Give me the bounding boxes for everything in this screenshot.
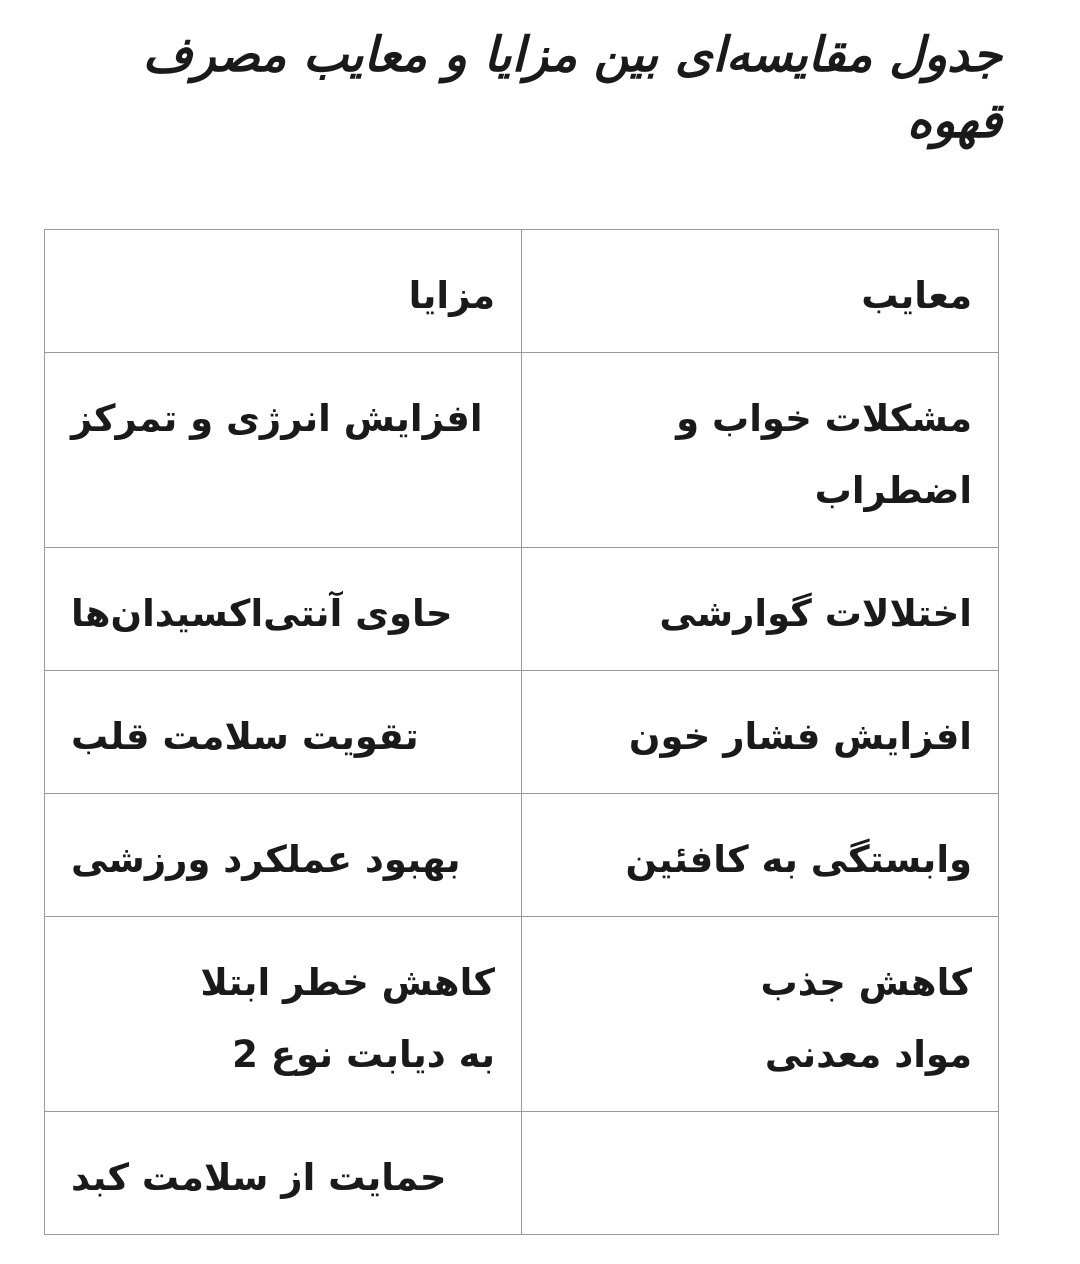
table-row: [45, 353, 999, 548]
table-row: [45, 671, 999, 794]
disadvantage-text: وابستگی به کافئین: [625, 838, 972, 881]
header-advantages-label: مزایا: [408, 274, 495, 317]
table-header-row: [45, 230, 999, 353]
advantage-text: افزایش انرژی و تمرکز: [71, 397, 483, 440]
table-row: [45, 917, 999, 1112]
advantage-text: حمایت از سلامت کبد: [71, 1156, 447, 1199]
table-row: [45, 548, 999, 671]
disadvantage-text: اختلالات گوارشی: [659, 592, 972, 635]
disadvantage-cell: [522, 1112, 999, 1235]
advantage-text: بهبود عملکرد ورزشی: [71, 838, 461, 881]
comparison-table-container: [44, 229, 999, 1235]
header-disadvantages-label: معایب: [861, 274, 972, 317]
disadvantage-cell: [522, 548, 999, 671]
disadvantage-cell: [522, 917, 999, 1112]
advantage-cell: [45, 1112, 522, 1235]
comparison-table: [44, 229, 999, 1235]
header-advantages: [45, 230, 522, 353]
table-row: [45, 1112, 999, 1235]
advantage-cell: [45, 794, 522, 917]
advantage-text: تقویت سلامت قلب: [71, 715, 419, 758]
advantage-text: حاوی آنتی‌اکسیدان‌ها: [71, 592, 453, 635]
disadvantage-text: کاهش جذب مواد معدنی: [760, 961, 972, 1076]
disadvantage-cell: [522, 353, 999, 548]
table-row: [45, 794, 999, 917]
header-disadvantages: [522, 230, 999, 353]
advantage-text: کاهش خطر ابتلا به دیابت نوع 2: [200, 961, 495, 1076]
disadvantage-cell: [522, 794, 999, 917]
advantage-cell: [45, 353, 522, 548]
advantage-cell: [45, 917, 522, 1112]
disadvantage-cell: [522, 671, 999, 794]
advantage-cell: [45, 548, 522, 671]
advantage-cell: [45, 671, 522, 794]
disadvantage-text: افزایش فشار خون: [628, 715, 972, 758]
disadvantage-text: مشکلات خواب و اضطراب: [676, 397, 972, 512]
page-title: جدول مقایسه‌ای بین مزایا و معایب مصرف قهوه: [142, 27, 1002, 149]
